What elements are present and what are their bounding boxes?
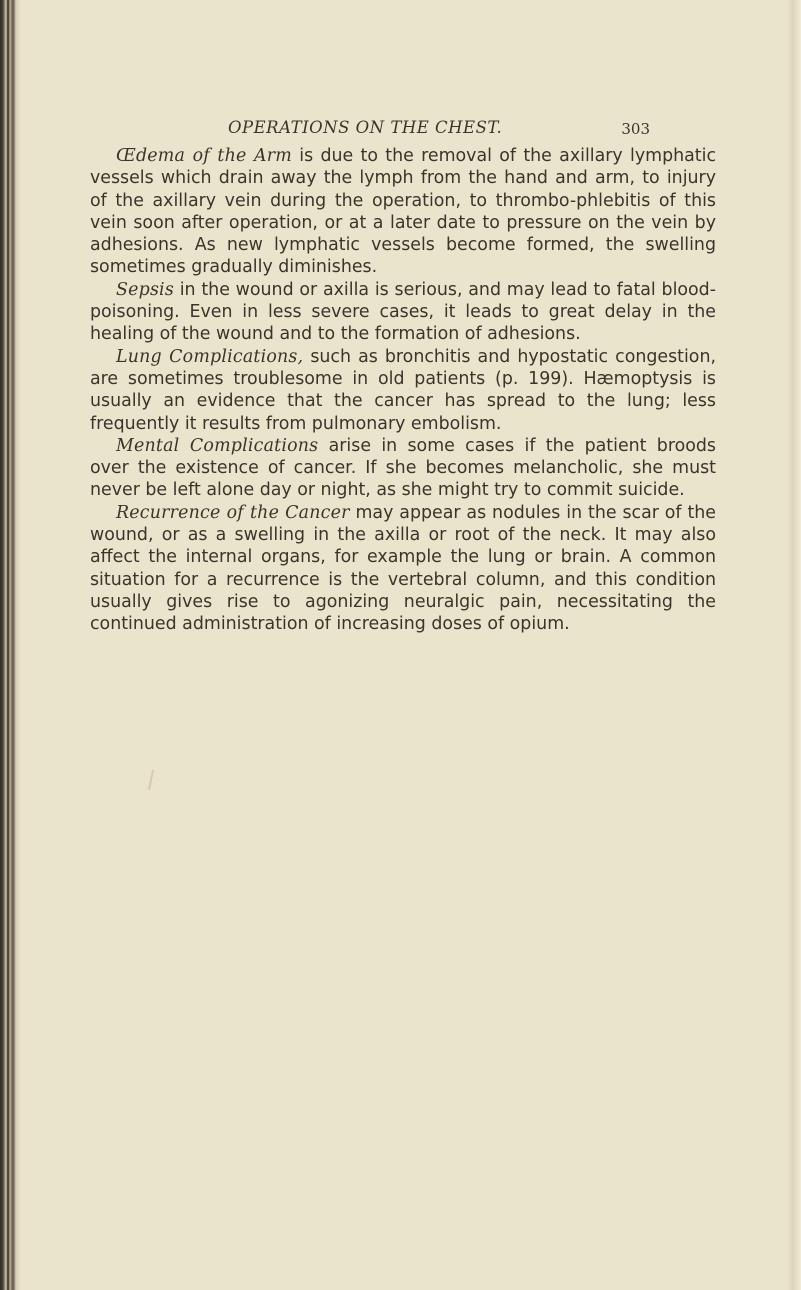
ink-mark (148, 770, 154, 790)
paragraph-lead: Mental Complications (116, 435, 319, 456)
paragraph-text: in the wound or axilla is serious, and may lead to fatal blood-poisoning. Even in less severe cases, it leads to great delay in the healing of the wound and to the formation of adhesions. (90, 279, 716, 345)
paragraph-text: may appear as nodules in the scar of the wound, or as a swelling in the axilla or root of the neck. It may also affect the internal organs, for example the lung or brain. A common situation for a recurrence is the vertebral column, and this condition usually gives rise to agonizing neuralgic pain, necessitating the continued administration of increasing doses of opium. (90, 502, 716, 635)
paragraph-sepsis (90, 279, 716, 346)
running-head (228, 118, 658, 146)
paragraph-text: arise in some cases if the patient broods over the existence of cancer. If she becomes melancholic, she must never be left alone day or night, as she might try to commit suicide. (90, 435, 716, 501)
paragraph-mental (90, 435, 716, 502)
page-right-edge (787, 0, 801, 1290)
paragraph-lung (90, 346, 716, 435)
paragraph-text: such as bronchitis and hypostatic congestion, are sometimes troublesome in old patients (p. 199). Hæmoptysis is usually an evidence that the cancer has spread to the lung; less frequently it results from pulmonary embolism. (90, 346, 716, 434)
paragraph-lead: Lung Complications, (116, 346, 304, 367)
paragraph-text: is due to the removal of the axillary lymphatic vessels which drain away the lymph from the hand and arm, to injury of the axillary vein during the operation, to thrombo-phlebitis of this vein soon after operation, or at a later date to pressure on the vein by adhesions. As new lymphatic vessels become formed, the swelling sometimes gradually diminishes. (90, 146, 717, 278)
body-text (90, 145, 716, 636)
running-title: OPERATIONS ON THE CHEST. (228, 118, 503, 137)
paragraph-lead: Sepsis (116, 279, 174, 300)
paragraph-oedema (90, 145, 716, 279)
paragraph-lead: Recurrence of the Cancer (116, 502, 350, 523)
page-number: 303 (621, 120, 650, 138)
paragraph-recurrence (90, 502, 716, 636)
paragraph-lead: Œdema of the Arm (116, 146, 292, 166)
book-binding-edge (0, 0, 20, 1290)
